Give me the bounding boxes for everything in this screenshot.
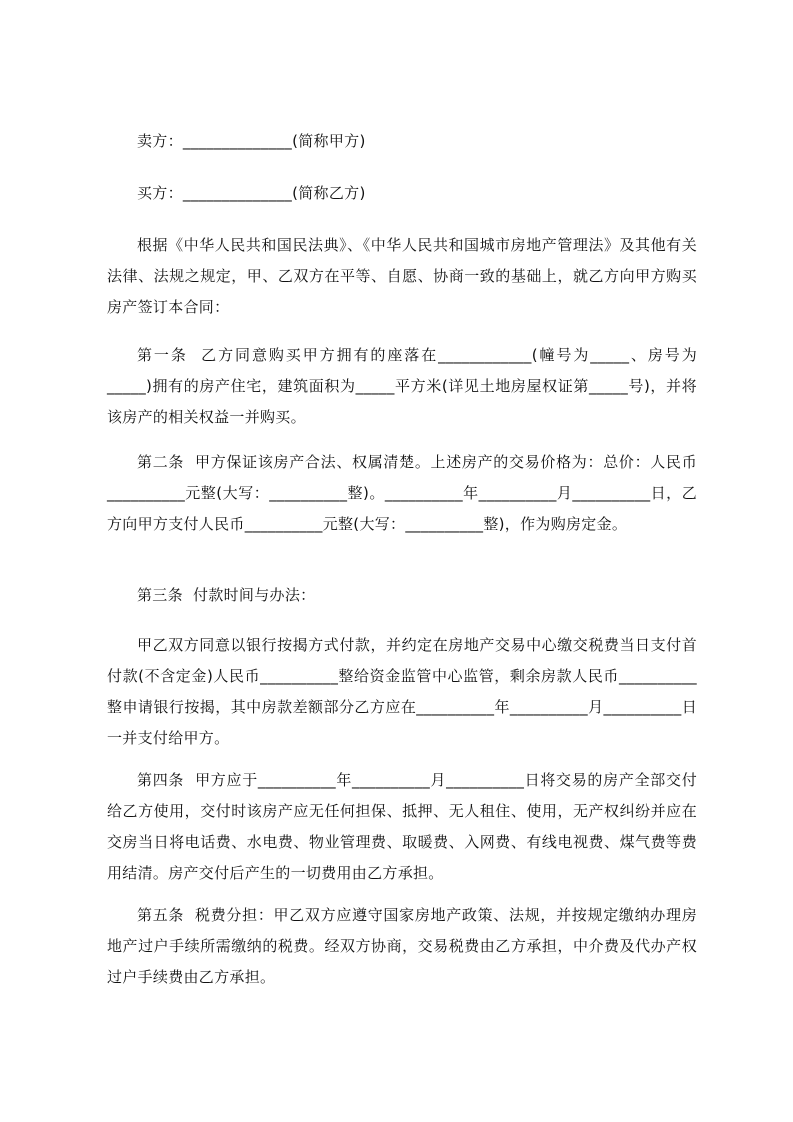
article-3-heading: 第三条 付款时间与办法： bbox=[137, 586, 316, 604]
article-1-paragraph: 第一条 乙方同意购买甲方拥有的座落在____________(幢号为_____、房号为_____)拥有的房产住宅，建筑面积为_____平方米(详见土地房屋权证第_____号)，并将该房产的相关权益一并购买。 bbox=[107, 346, 697, 426]
article-5-paragraph: 第五条 税费分担：甲乙双方应遵守国家房地产政策、法规，并按规定缴纳办理房地产过户手续所需缴纳的税费。经双方协商，交易税费由乙方承担，中介费及代办产权过户手续费由乙方承担。 bbox=[107, 906, 697, 986]
preamble-paragraph: 根据《中华人民共和国民法典》、《中华人民共和国城市房地产管理法》及其他有关法律、法规之规定，甲、乙双方在平等、自愿、协商一致的基础上，就乙方向甲方购买房产签订本合同： bbox=[107, 236, 697, 316]
seller-line: 卖方：______________(简称甲方) bbox=[137, 132, 366, 150]
article-2-paragraph: 第二条 甲方保证该房产合法、权属清楚。上述房产的交易价格为：总价：人民币__________元整(大写：__________整)。__________年__________月__________日，乙方向甲方支付人民币__________元整(大写：__________整)，作为购房定金。 bbox=[107, 453, 697, 533]
article-4-paragraph: 第四条 甲方应于__________年__________月__________日将交易的房产全部交付给乙方使用，交付时该房产应无任何担保、抵押、无人租住、使用，无产权纠纷并应在交房当日将电话费、水电费、物业管理费、取暖费、入网费、有线电视费、煤气费等费用结清。房产交付后产生的一切费用由乙方承担。 bbox=[107, 771, 697, 882]
article-3-paragraph: 甲乙双方同意以银行按揭方式付款，并约定在房地产交易中心缴交税费当日支付首付款(不含定金)人民币__________整给资金监管中心监管，剩余房款人民币__________整申请银行按揭，其中房款差额部分乙方应在__________年__________月__________日一并支付给甲方。 bbox=[107, 636, 697, 747]
buyer-line: 买方：______________(简称乙方) bbox=[137, 184, 366, 202]
